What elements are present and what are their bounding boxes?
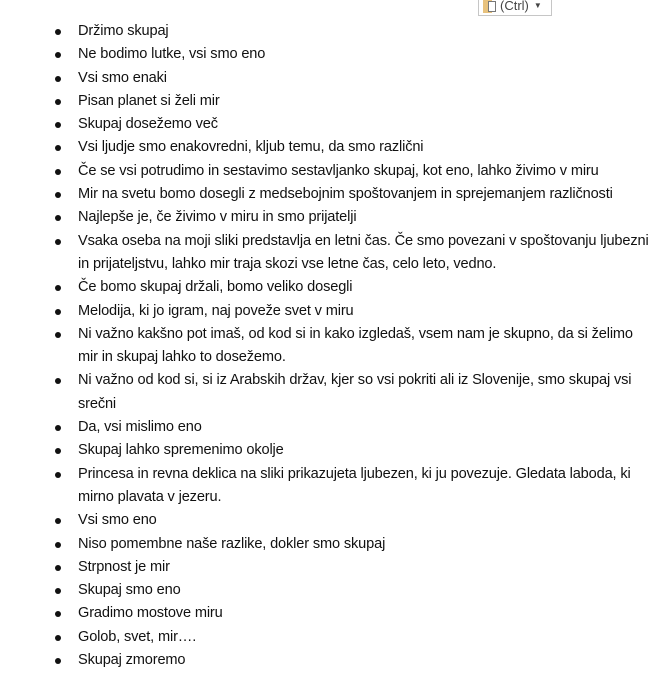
list-item	[0, 509, 669, 532]
bullet-icon	[55, 99, 61, 105]
list-item-text: Skupaj smo eno	[78, 582, 181, 599]
list-item-text: Če se vsi potrudimo in sestavimo sestavljanko skupaj, kot eno, lahko živimo v miru	[78, 162, 599, 179]
list-item-text: Če bomo skupaj držali, bomo veliko dosegli	[78, 279, 353, 296]
list-item-text: Strpnost je mir	[78, 558, 170, 575]
list-item	[0, 160, 669, 183]
bullet-icon	[55, 332, 61, 338]
list-item	[0, 439, 669, 462]
list-item-text: Vsi smo eno	[78, 512, 157, 529]
list-item-text: Skupaj zmoremo	[78, 652, 186, 669]
list-item	[0, 649, 669, 672]
list-item-text: Skupaj lahko spremenimo okolje	[78, 442, 284, 459]
list-item-text: Niso pomembne naše razlike, dokler smo skupaj	[78, 535, 386, 552]
bullet-icon	[55, 565, 61, 571]
list-item	[0, 113, 669, 136]
list-item	[0, 206, 669, 229]
list-item	[0, 369, 669, 416]
list-item	[0, 136, 669, 159]
list-item-text: Vsaka oseba na moji sliki predstavlja en letni čas. Če smo povezani v spoštovanju ljubezni in prijateljstvu, lahko mir traja skozi vse letne čas, celo leto, vedno.	[78, 232, 649, 272]
list-item	[0, 230, 669, 277]
list-item	[0, 20, 669, 43]
bullet-icon	[55, 378, 61, 384]
list-item	[0, 579, 669, 602]
list-item-text: Vsi smo enaki	[78, 69, 167, 86]
bullet-icon	[55, 425, 61, 431]
list-item	[0, 626, 669, 649]
bullet-icon	[55, 169, 61, 175]
dropdown-arrow-icon[interactable]: ▼	[533, 0, 542, 10]
list-item	[0, 323, 669, 370]
list-item-text: Princesa in revna deklica na sliki prikazujeta ljubezen, ki ju povezuje. Gledata laboda, ki mirno plavata v jezeru.	[78, 465, 631, 505]
list-item-text: Držimo skupaj	[78, 23, 169, 39]
list-item	[0, 416, 669, 439]
list-item	[0, 276, 669, 299]
list-item-text: Ne bodimo lutke, vsi smo eno	[78, 46, 266, 63]
list-item-text: Skupaj dosežemo več	[78, 116, 218, 133]
bullet-icon	[55, 542, 61, 548]
bullet-icon	[55, 588, 61, 594]
bulleted-list	[0, 20, 669, 672]
list-item	[0, 67, 669, 90]
list-item	[0, 533, 669, 556]
list-item-text: Pisan planet si želi mir	[78, 92, 220, 109]
list-item-text: Mir na svetu bomo dosegli z medsebojnim spoštovanjem in sprejemanjem različnosti	[78, 186, 613, 203]
bullet-icon	[55, 309, 61, 315]
list-item-text: Melodija, ki jo igram, naj poveže svet v miru	[78, 302, 354, 319]
list-item-text: Ni važno kakšno pot imaš, od kod si in kako izgledaš, vsem nam je skupno, da si želimo mir in skupaj lahko to dosežemo.	[78, 325, 633, 366]
list-item-text: Da, vsi mislimo eno	[78, 419, 202, 436]
paste-options-label: (Ctrl)	[500, 0, 529, 13]
list-item	[0, 556, 669, 579]
bullet-icon	[55, 145, 61, 151]
list-item-text: Ni važno od kod si, si iz Arabskih držav, kjer so vsi pokriti ali iz Slovenije, smo skupaj vsi srečni	[78, 372, 632, 412]
bullet-icon	[55, 285, 61, 291]
list-item-text: Golob, svet, mir….	[78, 628, 197, 645]
bullet-icon	[55, 239, 61, 245]
list-item-text: Gradimo mostove miru	[78, 605, 223, 622]
bullet-icon	[55, 448, 61, 454]
bullet-icon	[55, 518, 61, 524]
list-item	[0, 602, 669, 625]
bullet-icon	[55, 52, 61, 58]
bullet-icon	[55, 215, 61, 221]
list-item	[0, 183, 669, 206]
list-item-text: Najlepše je, če živimo v miru in smo prijatelji	[78, 209, 357, 226]
bullet-icon	[55, 658, 61, 664]
bullet-icon	[55, 76, 61, 82]
bullet-icon	[55, 611, 61, 617]
clipboard-paste-icon	[483, 0, 497, 13]
bullet-icon	[55, 122, 61, 128]
list-item	[0, 43, 669, 66]
list-item-text: Vsi ljudje smo enakovredni, kljub temu, da smo različni	[78, 139, 424, 156]
bullet-icon	[55, 635, 61, 641]
bullet-icon	[55, 29, 61, 35]
list-item	[0, 90, 669, 113]
bullet-icon	[55, 192, 61, 198]
paste-options-button[interactable]	[478, 0, 552, 16]
bullet-icon	[55, 472, 61, 478]
list-item	[0, 463, 669, 510]
list-item	[0, 300, 669, 323]
